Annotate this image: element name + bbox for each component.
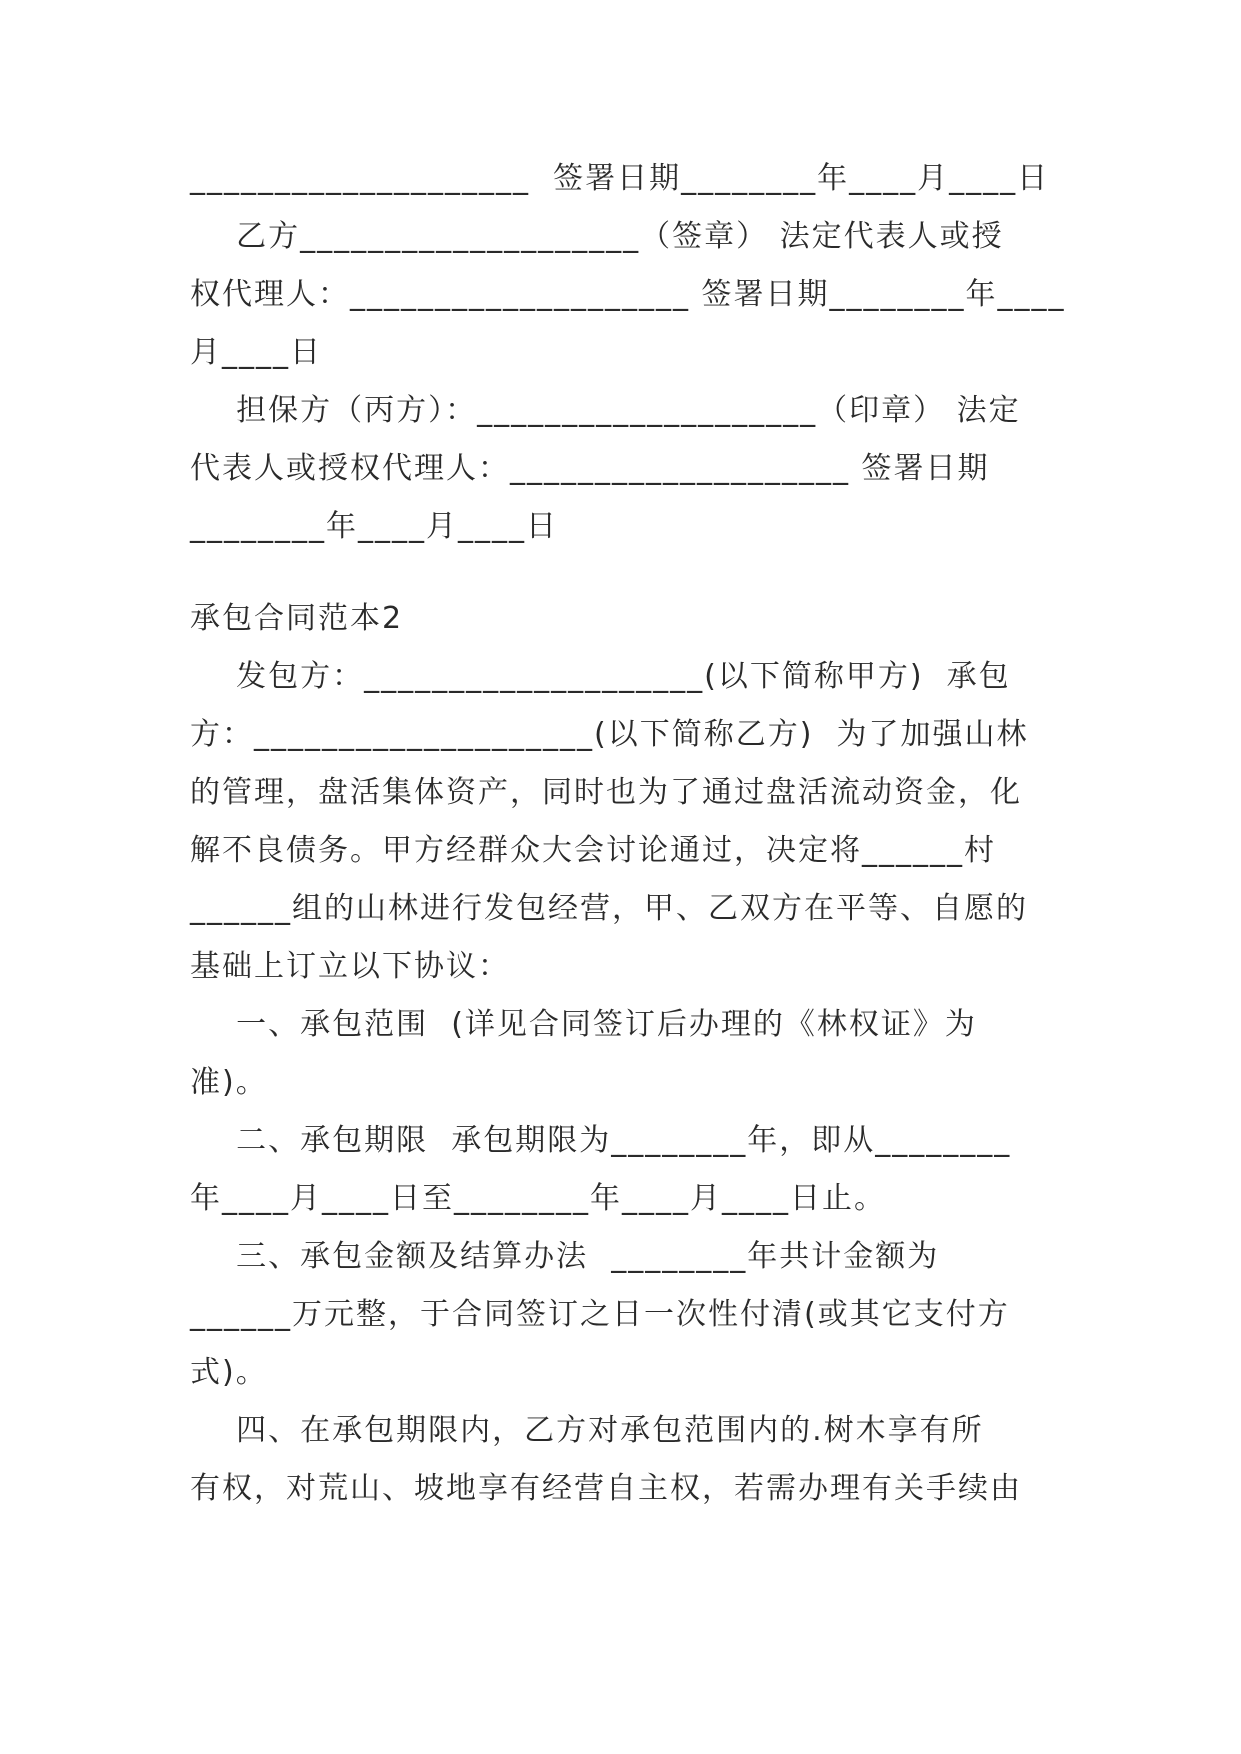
section-title: 承包合同范本2 xyxy=(190,601,404,636)
clause-scope-line: 一、承包范围 (详见合同签订后办理的《林权证》为 xyxy=(190,1007,977,1042)
document-page xyxy=(190,150,1066,1518)
clause-ownership-line: 四、在承包期限内，乙方对承包范围内的.树木享有所 xyxy=(190,1413,984,1448)
paragraph-line: 发包方：____________________(以下简称甲方) 承包 xyxy=(190,659,1011,694)
clause-ownership-line: 有权，对荒山、坡地享有经营自主权，若需办理有关手续由 xyxy=(190,1471,1022,1506)
signature-date-line: ____________________ 签署日期________年____月____日 xyxy=(190,161,1050,196)
clause-scope-line: 准)。 xyxy=(190,1065,268,1100)
clause-term-line: 二、承包期限 承包期限为________年，即从________ xyxy=(190,1123,1012,1158)
guarantor-agent-line: 代表人或授权代理人：____________________ 签署日期 xyxy=(190,451,990,486)
guarantor-date-line: ________年____月____日 xyxy=(190,509,558,544)
paragraph-line: 方：____________________(以下简称乙方) 为了加强山林 xyxy=(190,717,1029,752)
clause-amount-line: 式)。 xyxy=(190,1355,268,1390)
paragraph-line: 的管理，盘活集体资产，同时也为了通过盘活流动资金，化 xyxy=(190,775,1022,810)
clause-term-line: 年____月____日至________年____月____日止。 xyxy=(190,1181,886,1216)
clause-amount-line: ______万元整，于合同签订之日一次性付清(或其它支付方 xyxy=(190,1297,1010,1332)
guarantor-line: 担保方（丙方）：____________________（印章） 法定 xyxy=(190,393,1021,428)
paragraph-line: ______组的山林进行发包经营，甲、乙双方在平等、自愿的 xyxy=(190,891,1028,926)
party-b-date-line: 月____日 xyxy=(190,335,322,370)
paragraph-line: 基础上订立以下协议： xyxy=(190,949,510,984)
clause-amount-line: 三、承包金额及结算办法 ________年共计金额为 xyxy=(190,1239,940,1274)
party-b-seal-line: 乙方____________________（签章） 法定代表人或授 xyxy=(190,219,1004,254)
paragraph-line: 解不良债务。甲方经群众大会讨论通过，决定将______村 xyxy=(190,833,996,868)
party-b-agent-line: 权代理人：____________________ 签署日期________年____ xyxy=(190,277,1066,312)
